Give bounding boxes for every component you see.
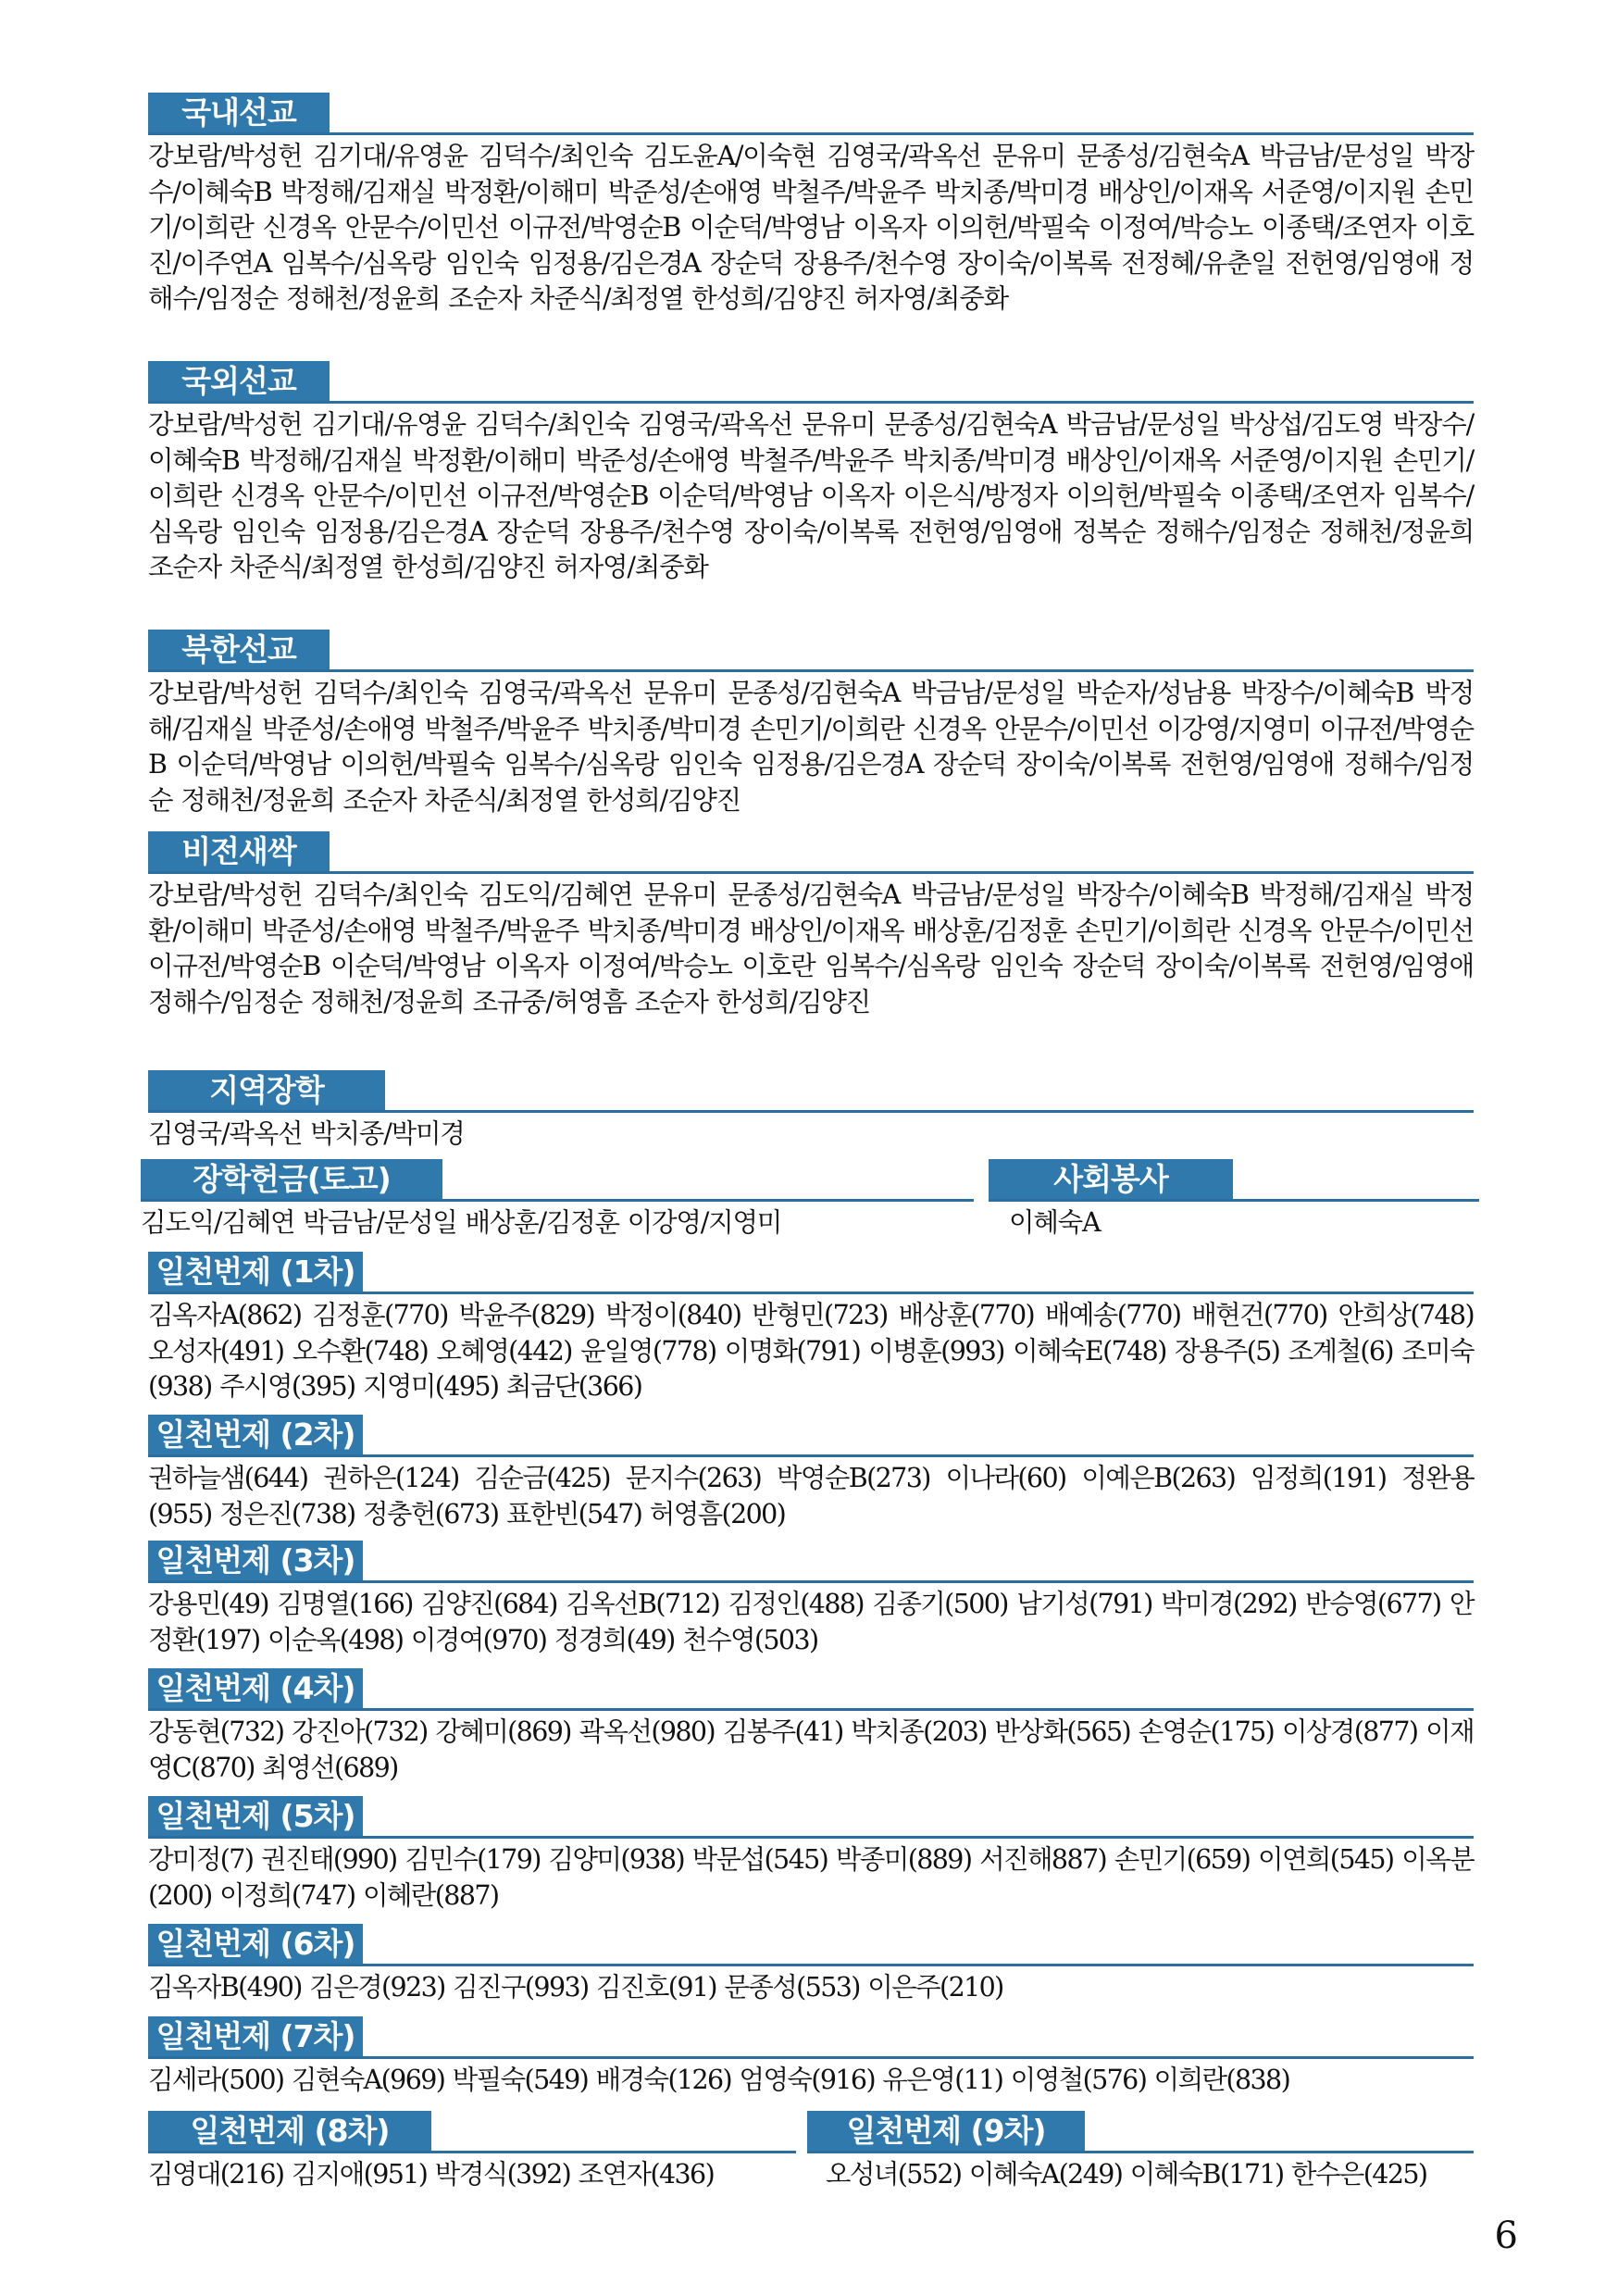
section-body: 강보람/박성헌 김덕수/최인숙 김영국/곽옥선 문유미 문종성/김현숙A 박금남/문성일 박순자/성남용 박장수/이혜숙B 박정해/김재실 박준성/손애영 박철주/박윤주 박치종/박미경 손민기/이희란 신경옥 안문수/이민선 이강영/지영미 이규전/박영순B 이순덕/박영남 이의헌/박필숙 임복수/심옥랑 임인숙 임정용/김은경A 장순덕 장이숙/이복록 전헌영/임영애 정해수/임정순 정해천/정윤희 조순자 차준식/최정열 한성희/김양진 (148, 678, 1474, 816)
section-title: 국내선교 (148, 93, 330, 132)
section-thousand-offering-4 (148, 1668, 1474, 1786)
section-thousand-offering-1 (148, 1252, 1474, 1405)
section-thousand-offering-7 (148, 2016, 1474, 2099)
section-thousand-offering-8 (148, 2111, 796, 2193)
section-title: 북한선교 (148, 630, 330, 669)
section-thousand-offering-5 (148, 1796, 1474, 1914)
section-body: 강동현(732) 강진아(732) 강혜미(869) 곽옥선(980) 김봉주(41) 박치종(203) 반상화(565) 손영순(175) 이상경(877) 이재영C(870) 최영선(689) (148, 1716, 1474, 1783)
section-scholarship-offering-togo (141, 1159, 974, 1242)
section-header (148, 1924, 1474, 1966)
section-header (148, 1668, 1474, 1711)
section-thousand-offering-6 (148, 1924, 1474, 2006)
section-header (148, 93, 1474, 135)
section-title: 일천번제 (5차) (148, 1796, 363, 1836)
section-thousand-offering-9 (807, 2111, 1474, 2193)
section-regional-scholarship (148, 1070, 1474, 1153)
section-header (989, 1159, 1479, 1202)
section-body: 강용민(49) 김명열(166) 김양진(684) 김옥선B(712) 김정인(488) 김종기(500) 남기성(791) 박미경(292) 반승영(677) 안정환(197) 이순옥(498) 이경여(970) 정경희(49) 천수영(503) (148, 1589, 1474, 1655)
section-header (148, 1541, 1474, 1583)
section-body: 강보람/박성헌 김기대/유영윤 김덕수/최인숙 김영국/곽옥선 문유미 문종성/김현숙A 박금남/문성일 박상섭/김도영 박장수/이혜숙B 박정해/김재실 박정환/이해미 박준성/손애영 박철주/박윤주 박치종/박미경 배상인/이재옥 서준영/이지원 손민기/이희란 신경옥 안문수/이민선 이규전/박영순B 이순덕/박영남 이옥자 이은식/방정자 이의헌/박필숙 이종택/조연자 임복수/심옥랑 임인숙 임정용/김은경A 장순덕 장용주/천수영 장이숙/이복록 전헌영/임영애 정복순 정해수/임정순 정해천/정윤희 조순자 차준식/최정열 한성희/김양진 허자영/최중화 (148, 409, 1474, 582)
section-body: 김도익/김혜연 박금남/문성일 배상훈/김정훈 이강영/지영미 (141, 1207, 782, 1238)
section-title: 일천번제 (7차) (148, 2016, 363, 2056)
section-body: 강미정(7) 권진태(990) 김민수(179) 김양미(938) 박문섭(545) 박종미(889) 서진해887) 손민기(659) 이연희(545) 이옥분(200) 이정희(747) 이혜란(887) (148, 1844, 1474, 1911)
section-header (807, 2111, 1474, 2153)
section-body: 김영국/곽옥선 박치종/박미경 (148, 1118, 465, 1149)
section-body: 이혜숙A (1009, 1207, 1101, 1238)
section-north-korea-mission (148, 630, 1474, 818)
section-body: 김옥자B(490) 김은경(923) 김진구(993) 김진호(91) 문종성(553) 이은주(210) (148, 1972, 1003, 2003)
section-title: 사회봉사 (989, 1159, 1233, 1199)
page-number: 6 (1494, 2215, 1518, 2257)
section-header (141, 1159, 974, 1202)
section-header (148, 1070, 1474, 1113)
section-title: 일천번제 (6차) (148, 1924, 363, 1964)
section-body: 김영대(216) 김지애(951) 박경식(392) 조연자(436) (148, 2159, 715, 2190)
section-body: 강보람/박성헌 김기대/유영윤 김덕수/최인숙 김도윤A/이숙현 김영국/곽옥선 문유미 문종성/김현숙A 박금남/문성일 박장수/이혜숙B 박정해/김재실 박정환/이해미 박준성/손애영 박철주/박윤주 박치종/박미경 배상인/이재옥 서준영/이지원 손민기/이희란 신경옥 안문수/이민선 이규전/박영순B 이순덕/박영남 이옥자 이의헌/박필숙 이정여/박승노 이종택/조연자 이호진/이주연A 임복수/심옥랑 임인숙 임정용/김은경A 장순덕 장용주/천수영 장이숙/이복록 전정혜/유춘일 전헌영/임영애 정해수/임정순 정해천/정윤희 조순자 차준식/최정열 한성희/김양진 허자영/최중화 (148, 141, 1474, 314)
section-body: 강보람/박성헌 김덕수/최인숙 김도익/김혜연 문유미 문종성/김현숙A 박금남/문성일 박장수/이혜숙B 박정해/김재실 박정환/이해미 박준성/손애영 박철주/박윤주 박치종/박미경 배상인/이재옥 배상훈/김정훈 손민기/이희란 신경옥 안문수/이민선 이규전/박영순B 이순덕/박영남 이옥자 이정여/박승노 이호란 임복수/심옥랑 임인숙 장순덕 장이숙/이복록 전헌영/임영애 정해수/임정순 정해천/정윤희 조규중/허영흠 조순자 한성희/김양진 (148, 880, 1474, 1017)
section-domestic-mission (148, 93, 1474, 318)
section-body: 오성녀(552) 이혜숙A(249) 이혜숙B(171) 한수은(425) (826, 2159, 1427, 2190)
section-header (148, 361, 1474, 404)
section-title: 일천번제 (3차) (148, 1541, 363, 1580)
section-title: 지역장학 (148, 1070, 385, 1110)
section-header (148, 2111, 796, 2153)
section-social-service (989, 1159, 1479, 1242)
section-header (148, 1796, 1474, 1839)
section-title: 일천번제 (2차) (148, 1415, 363, 1454)
section-header (148, 1252, 1474, 1294)
section-title: 국외선교 (148, 361, 330, 401)
section-header (148, 2016, 1474, 2059)
section-title: 일천번제 (4차) (148, 1668, 363, 1708)
section-title: 일천번제 (9차) (807, 2111, 1085, 2151)
section-title: 비전새싹 (148, 831, 330, 871)
section-vision-sprout (148, 831, 1474, 1020)
section-thousand-offering-2 (148, 1415, 1474, 1532)
section-header (148, 1415, 1474, 1457)
section-body: 김옥자A(862) 김정훈(770) 박윤주(829) 박정이(840) 반형민(723) 배상훈(770) 배예송(770) 배현건(770) 안희상(748) 오성자(491) 오수환(748) 오혜영(442) 윤일영(778) 이명화(791) 이병훈(993) 이혜숙E(748) 장용주(5) 조계철(6) 조미숙(938) 주시영(395) 지영미(495) 최금단(366) (148, 1300, 1474, 1402)
section-thousand-offering-3 (148, 1541, 1474, 1658)
section-overseas-mission (148, 361, 1474, 586)
section-header (148, 630, 1474, 672)
section-body: 김세라(500) 김현숙A(969) 박필숙(549) 배경숙(126) 엄영숙(916) 유은영(11) 이영철(576) 이희란(838) (148, 2065, 1290, 2095)
section-title: 장학헌금(토고) (141, 1159, 442, 1199)
section-header (148, 831, 1474, 874)
section-body: 권하늘샘(644) 권하은(124) 김순금(425) 문지수(263) 박영순B(273) 이나라(60) 이예은B(263) 임정희(191) 정완용(955) 정은진(738) 정충헌(673) 표한빈(547) 허영흠(200) (148, 1463, 1474, 1529)
section-title: 일천번제 (1차) (148, 1252, 363, 1292)
section-title: 일천번제 (8차) (148, 2111, 431, 2151)
